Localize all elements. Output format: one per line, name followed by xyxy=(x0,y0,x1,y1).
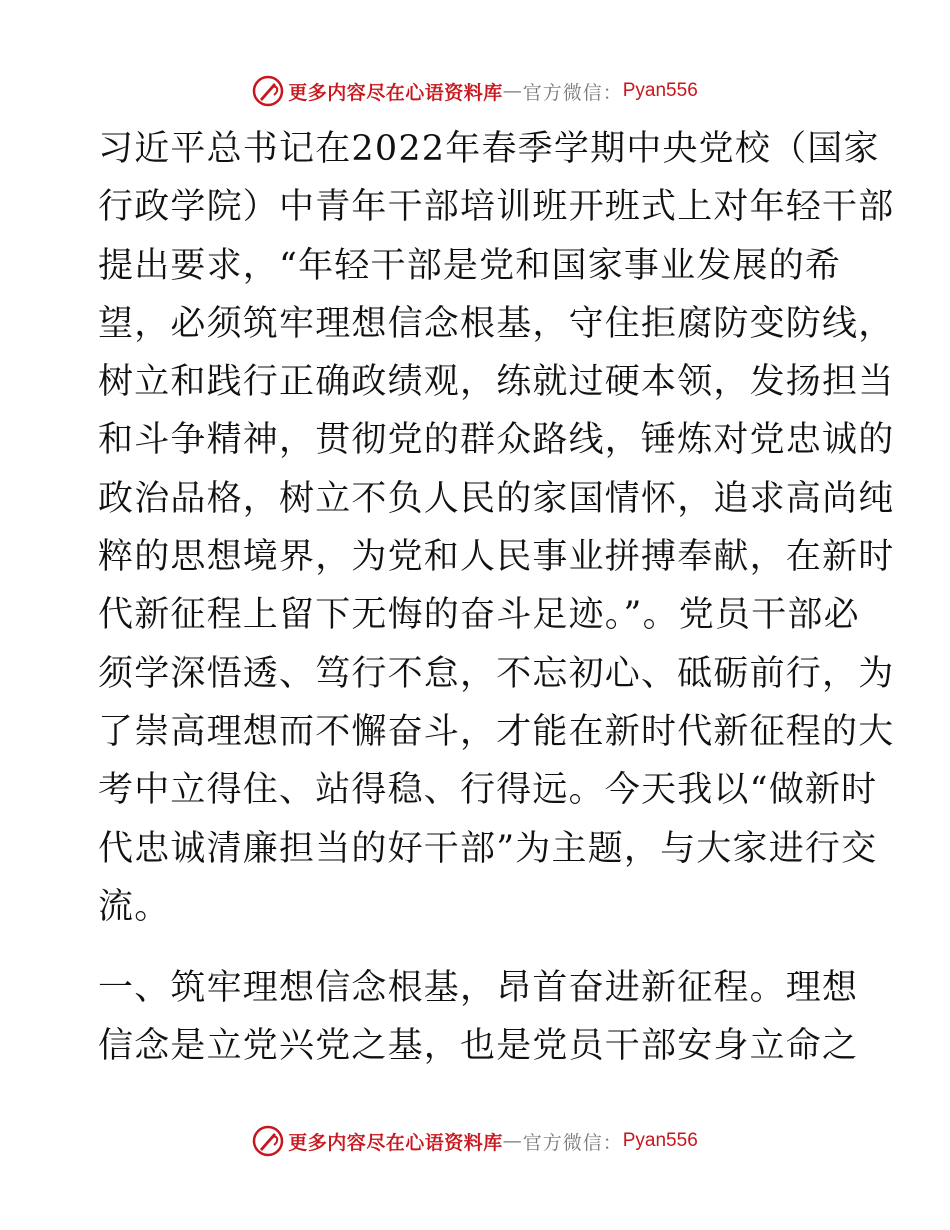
paragraph-intro xyxy=(98,120,895,936)
paragraph-section-one xyxy=(98,959,858,1076)
text-line: 代新征程上留下无悔的奋斗足迹。”。党员干部必 xyxy=(98,595,860,636)
text-line: 行政学院）中青年干部培训班开班式上对年轻干部 xyxy=(98,187,895,228)
text-line: 须学深悟透、笃行不怠，不忘初心、砥砺前行，为 xyxy=(98,653,895,694)
watermark-site-text: 更多内容尽在心语资料库 xyxy=(288,81,503,104)
watermark-site-text: 更多内容尽在心语资料库 xyxy=(288,1131,503,1154)
watermark-dash: — xyxy=(502,80,523,102)
watermark-dash: — xyxy=(502,1130,523,1152)
watermark-wechat-id: Pyan556 xyxy=(622,80,698,101)
text-line: 提出要求，“年轻干部是党和国家事业发展的希 xyxy=(98,245,842,286)
text-line: 望，必须筑牢理想信念根基，守住拒腐防变防线， xyxy=(98,303,895,344)
text-line: 一、筑牢理想信念根基，昂首奋进新征程。理想 xyxy=(98,968,859,1009)
watermark-wechat-id: Pyan556 xyxy=(622,1130,698,1151)
watermark-wechat-label: 官方微信： xyxy=(522,81,623,104)
footer-watermark xyxy=(0,1124,950,1158)
text-line: 树立和践行正确政绩观，练就过硬本领，发扬担当 xyxy=(98,362,895,403)
text-line: 代忠诚清廉担当的好干部”为主题，与大家进行交 xyxy=(98,828,878,869)
document-body xyxy=(98,120,895,1076)
watermark-wechat-label: 官方微信： xyxy=(522,1131,623,1154)
quill-logo-icon xyxy=(252,1125,284,1157)
text-line: 信念是立党兴党之基，也是党员干部安身立命之 xyxy=(98,1026,859,1067)
paragraph-gap xyxy=(98,936,858,959)
text-line: 考中立得住、站得稳、行得远。今天我以“做新时 xyxy=(98,770,878,811)
text-line: 粹的思想境界，为党和人民事业拼搏奉献，在新时 xyxy=(98,537,895,578)
text-line: 流。 xyxy=(98,886,171,927)
text-line: 了崇高理想而不懈奋斗，才能在新时代新征程的大 xyxy=(98,711,895,752)
text-line: 习近平总书记在2022年春季学期中央党校（国家 xyxy=(98,129,880,169)
quill-logo-icon xyxy=(252,75,284,107)
text-line: 政治品格，树立不负人民的家国情怀，追求高尚纯 xyxy=(98,478,895,519)
text-line: 和斗争精神，贯彻党的群众路线，锤炼对党忠诚的 xyxy=(98,420,895,461)
header-watermark xyxy=(0,74,950,108)
